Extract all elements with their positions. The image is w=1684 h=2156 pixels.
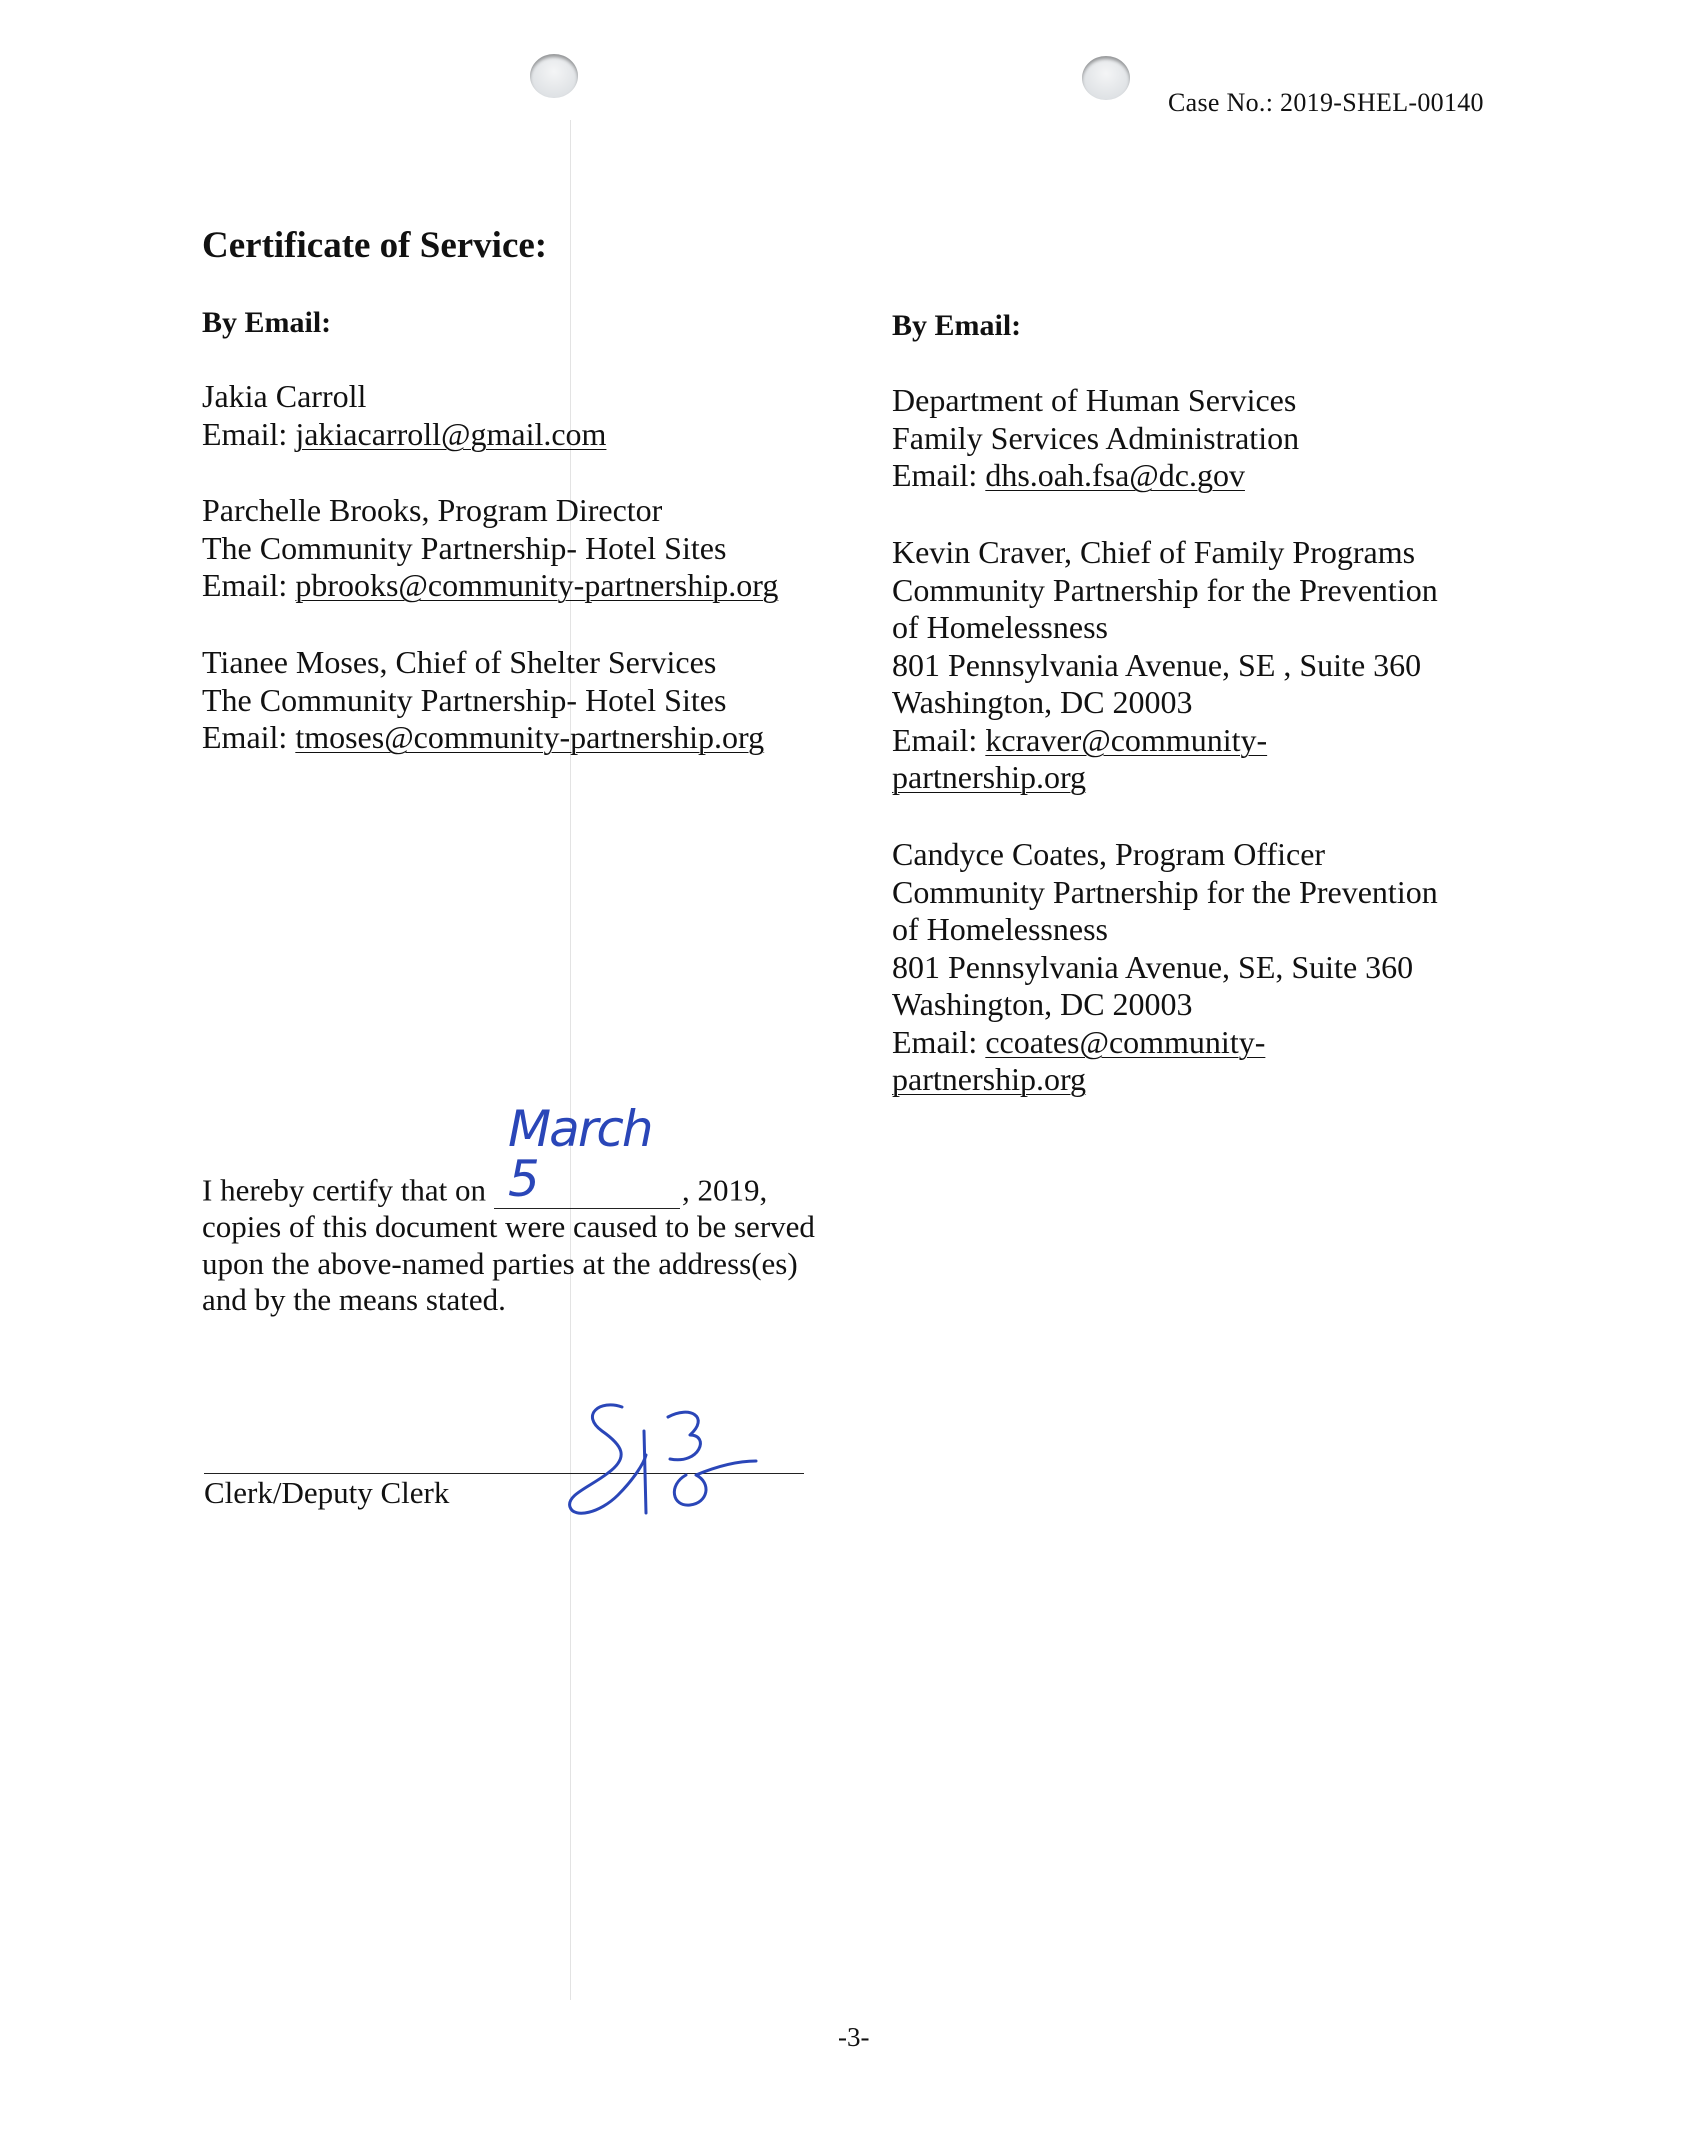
recipient-organization: Community Partnership for the Prevention [892, 571, 1438, 608]
recipient-organization-cont: of Homelessness [892, 911, 1108, 947]
email-label: Email: [202, 719, 296, 755]
recipient-organization-cont: of Homelessness [892, 609, 1108, 645]
recipient-address: 801 Pennsylvania Avenue, SE , Suite 360 [892, 646, 1422, 683]
recipient-name: Tianee Moses, Chief of Shelter Services [202, 644, 717, 680]
handwritten-signature [560, 1395, 780, 1525]
date-blank [494, 1100, 680, 1209]
punch-hole-left [530, 54, 578, 98]
certify-year: , 2019, [682, 1172, 768, 1208]
recipient-organization: Community Partnership for the Prevention [892, 873, 1438, 910]
email-link-kcraver-cont[interactable]: partnership.org [892, 759, 1087, 795]
email-label: Email: [892, 721, 986, 758]
handwritten-date: March 5 [508, 1100, 652, 1208]
email-label: Email: [892, 1023, 986, 1060]
case-number: Case No.: 2019-SHEL-00140 [1168, 88, 1484, 117]
recipient-name: Department of Human Services [892, 382, 1297, 418]
recipient-jakia-carroll [202, 378, 606, 453]
recipient-parchelle-brooks [202, 492, 778, 605]
page-title: Certificate of Service: [202, 225, 548, 266]
email-link-ccoates-cont[interactable]: partnership.org [892, 1061, 1087, 1097]
certify-line-4: and by the means stated. [202, 1282, 506, 1317]
left-column-heading: By Email: [202, 306, 332, 339]
email-link-dhs-oah-fsa[interactable]: dhs.oah.fsa@dc.gov [985, 457, 1245, 493]
recipient-tianee-moses [202, 644, 764, 757]
recipient-name: Jakia Carroll [202, 378, 367, 414]
recipient-city: Washington, DC 20003 [892, 684, 1193, 720]
signature-label: Clerk/Deputy Clerk [204, 1475, 450, 1510]
recipient-name: Kevin Craver, Chief of Family Programs [892, 534, 1416, 570]
email-link-tmoses[interactable]: tmoses@community-partnership.org [295, 719, 765, 755]
recipient-city: Washington, DC 20003 [892, 986, 1193, 1022]
punch-hole-right [1082, 56, 1130, 100]
certify-prefix: I hereby certify that on [202, 1172, 487, 1208]
recipient-organization: Family Services Administration [892, 419, 1300, 456]
certification-statement [202, 1100, 902, 1319]
email-label: Email: [892, 457, 986, 493]
email-link-jakiacarroll[interactable]: jakiacarroll@gmail.com [295, 415, 607, 452]
email-link-kcraver[interactable]: kcraver@community- [985, 721, 1268, 758]
certify-line-3: upon the above-named parties at the address(es) [202, 1245, 798, 1281]
recipient-kevin-craver [892, 534, 1438, 797]
email-label: Email: [202, 567, 296, 603]
page-number: -3- [838, 2022, 870, 2052]
email-link-pbrooks[interactable]: pbrooks@community-partnership.org [295, 567, 779, 603]
email-link-ccoates[interactable]: ccoates@community- [985, 1023, 1266, 1060]
recipient-candyce-coates [892, 836, 1438, 1099]
right-column-heading: By Email: [892, 309, 1022, 342]
email-label: Email: [202, 415, 296, 452]
recipient-organization: The Community Partnership- Hotel Sites [202, 681, 727, 718]
recipient-organization: The Community Partnership- Hotel Sites [202, 529, 727, 566]
recipient-address: 801 Pennsylvania Avenue, SE, Suite 360 [892, 948, 1414, 985]
certify-line-2: copies of this document were caused to be served [202, 1209, 815, 1244]
recipient-name: Candyce Coates, Program Officer [892, 836, 1326, 872]
recipient-dhs-fsa [892, 382, 1299, 495]
recipient-name: Parchelle Brooks, Program Director [202, 492, 663, 528]
